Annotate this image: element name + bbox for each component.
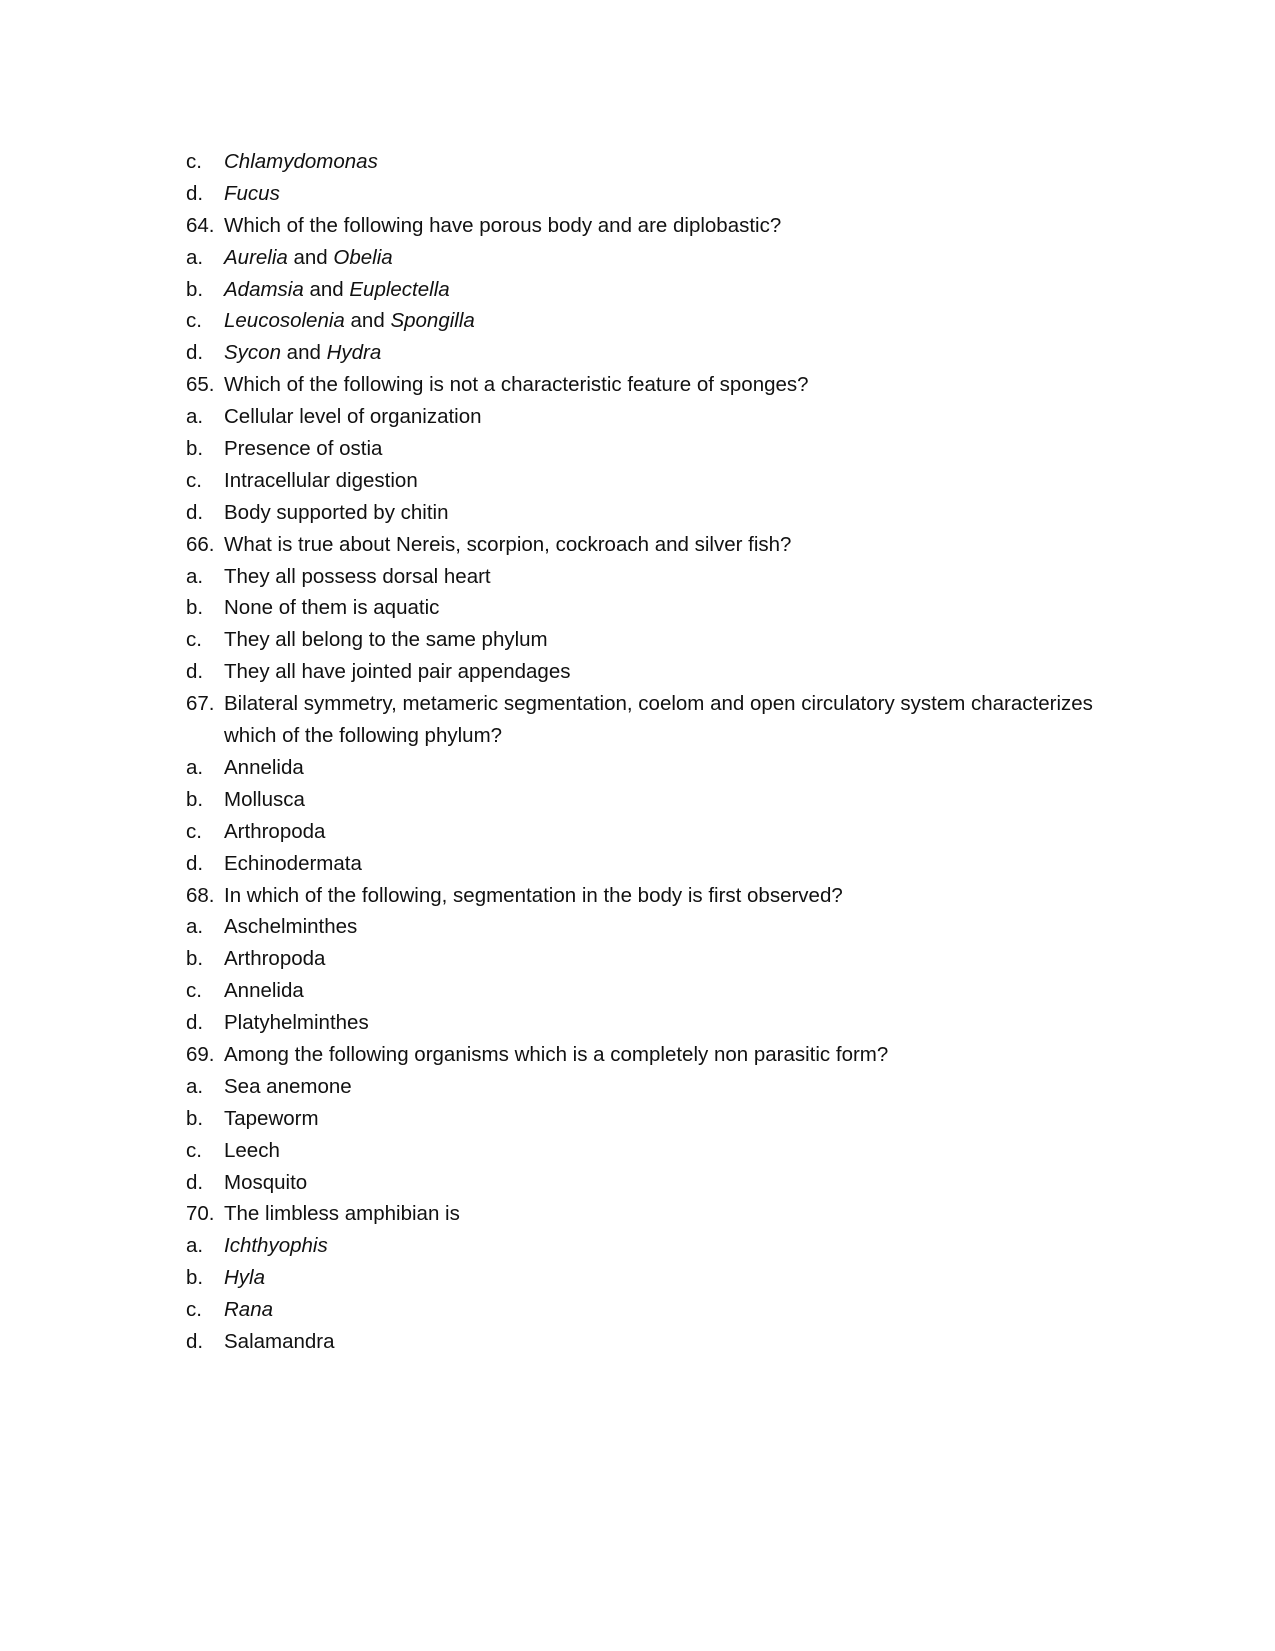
text-segment: Annelida bbox=[224, 755, 304, 779]
text-segment: The limbless amphibian is bbox=[224, 1202, 460, 1226]
question-text bbox=[224, 1039, 1124, 1071]
text-segment: Which of the following have porous body and are diplobastic? bbox=[224, 213, 782, 237]
option-text bbox=[224, 465, 1124, 497]
option-letter: a. bbox=[186, 245, 204, 269]
option-text bbox=[224, 497, 1124, 529]
question-text bbox=[224, 880, 1124, 912]
option-text bbox=[224, 911, 1124, 943]
option-line bbox=[0, 465, 1275, 497]
option-text bbox=[224, 848, 1124, 880]
option-line bbox=[0, 1294, 1275, 1326]
option-letter: c. bbox=[186, 628, 202, 652]
option-text bbox=[224, 1103, 1124, 1135]
option-text bbox=[224, 1262, 1124, 1294]
option-letter: d. bbox=[186, 851, 204, 875]
option-letter: c. bbox=[186, 309, 202, 333]
italic-text-segment: Obelia bbox=[333, 245, 393, 269]
question-number: 69. bbox=[186, 1042, 215, 1066]
text-segment: Tapeworm bbox=[224, 1106, 319, 1130]
option-letter: d. bbox=[186, 1011, 204, 1035]
option-letter: c. bbox=[186, 979, 202, 1003]
option-line bbox=[0, 274, 1275, 306]
italic-text-segment: Sycon bbox=[224, 341, 281, 365]
text-segment: Annelida bbox=[224, 979, 304, 1003]
text-segment: They all belong to the same phylum bbox=[224, 628, 548, 652]
italic-text-segment: Adamsia bbox=[224, 277, 304, 301]
text-segment: and bbox=[303, 277, 350, 301]
option-letter: d. bbox=[186, 660, 204, 684]
option-letter: a. bbox=[186, 405, 204, 429]
option-text bbox=[224, 1135, 1124, 1167]
option-text bbox=[224, 337, 1124, 369]
option-line bbox=[0, 433, 1275, 465]
option-line bbox=[0, 1167, 1275, 1199]
option-text bbox=[224, 624, 1124, 656]
option-letter: c. bbox=[186, 1138, 202, 1162]
text-segment: Echinodermata bbox=[224, 851, 362, 875]
question-text bbox=[224, 369, 1124, 401]
question-text bbox=[224, 529, 1124, 561]
italic-text-segment: Leucosolenia bbox=[224, 309, 345, 333]
option-letter: c. bbox=[186, 1298, 202, 1322]
text-segment: Intracellular digestion bbox=[224, 468, 418, 492]
option-line bbox=[0, 401, 1275, 433]
question-text bbox=[224, 210, 1124, 242]
text-segment: None of them is aquatic bbox=[224, 596, 440, 620]
option-letter: d. bbox=[186, 500, 204, 524]
text-segment: They all possess dorsal heart bbox=[224, 564, 491, 588]
option-letter: b. bbox=[186, 596, 204, 620]
option-line bbox=[0, 1262, 1275, 1294]
text-segment: Arthropoda bbox=[224, 819, 326, 843]
text-segment: Platyhelminthes bbox=[224, 1011, 369, 1035]
option-line bbox=[0, 1071, 1275, 1103]
option-letter: d. bbox=[186, 1329, 204, 1353]
option-line bbox=[0, 592, 1275, 624]
text-segment: Leech bbox=[224, 1138, 280, 1162]
option-letter: a. bbox=[186, 1234, 204, 1258]
question-document bbox=[0, 146, 1275, 1358]
question-line bbox=[0, 880, 1275, 912]
option-line bbox=[0, 242, 1275, 274]
question-text bbox=[224, 1198, 1124, 1230]
option-line bbox=[0, 848, 1275, 880]
option-letter: b. bbox=[186, 947, 204, 971]
option-line bbox=[0, 943, 1275, 975]
option-line bbox=[0, 305, 1275, 337]
option-line bbox=[0, 656, 1275, 688]
option-text bbox=[224, 752, 1124, 784]
option-line bbox=[0, 337, 1275, 369]
italic-text-segment: Euplectella bbox=[349, 277, 450, 301]
text-segment: Arthropoda bbox=[224, 947, 326, 971]
option-text bbox=[224, 592, 1124, 624]
question-line bbox=[0, 1039, 1275, 1071]
text-segment: and bbox=[344, 309, 391, 333]
text-segment: Bilateral symmetry, metameric segmentation, coelom and open circulatory system characterizes which of the following phylum? bbox=[224, 692, 1093, 748]
option-text bbox=[224, 401, 1124, 433]
italic-text-segment: Rana bbox=[224, 1298, 274, 1322]
text-segment: In which of the following, segmentation in the body is first observed? bbox=[224, 883, 843, 907]
option-text bbox=[224, 433, 1124, 465]
text-segment: What is true about Nereis, scorpion, cockroach and silver fish? bbox=[224, 532, 792, 556]
option-letter: a. bbox=[186, 915, 204, 939]
text-segment: and bbox=[280, 341, 327, 365]
text-segment: Cellular level of organization bbox=[224, 405, 482, 429]
option-letter: b. bbox=[186, 437, 204, 461]
text-segment: Sea anemone bbox=[224, 1074, 352, 1098]
italic-text-segment: Spongilla bbox=[390, 309, 475, 333]
italic-text-segment: Hyla bbox=[224, 1266, 266, 1290]
option-letter: d. bbox=[186, 1170, 204, 1194]
option-line bbox=[0, 624, 1275, 656]
option-text bbox=[224, 1167, 1124, 1199]
italic-text-segment: Aurelia bbox=[224, 245, 288, 269]
option-letter: b. bbox=[186, 277, 204, 301]
text-segment: and bbox=[287, 245, 334, 269]
option-text bbox=[224, 943, 1124, 975]
option-line bbox=[0, 911, 1275, 943]
question-number: 67. bbox=[186, 692, 215, 716]
option-letter: a. bbox=[186, 755, 204, 779]
option-letter: b. bbox=[186, 1266, 204, 1290]
option-text bbox=[224, 656, 1124, 688]
option-text bbox=[224, 561, 1124, 593]
option-line bbox=[0, 1135, 1275, 1167]
option-letter: c. bbox=[186, 468, 202, 492]
option-text bbox=[224, 1294, 1124, 1326]
option-line bbox=[0, 1326, 1275, 1358]
question-number: 70. bbox=[186, 1202, 215, 1226]
option-letter: a. bbox=[186, 564, 204, 588]
option-text bbox=[224, 305, 1124, 337]
option-text bbox=[224, 975, 1124, 1007]
option-line bbox=[0, 497, 1275, 529]
text-segment: Among the following organisms which is a completely non parasitic form? bbox=[224, 1042, 889, 1066]
option-text bbox=[224, 1007, 1124, 1039]
option-text bbox=[224, 242, 1124, 274]
text-segment: Presence of ostia bbox=[224, 437, 383, 461]
text-segment: Mosquito bbox=[224, 1170, 308, 1194]
option-line bbox=[0, 975, 1275, 1007]
option-text bbox=[224, 1326, 1124, 1358]
text-segment: They all have jointed pair appendages bbox=[224, 660, 571, 684]
option-letter: a. bbox=[186, 1074, 204, 1098]
option-letter: b. bbox=[186, 787, 204, 811]
option-line bbox=[0, 178, 1275, 210]
text-segment: Mollusca bbox=[224, 787, 305, 811]
option-line bbox=[0, 816, 1275, 848]
option-line bbox=[0, 1230, 1275, 1262]
question-number: 65. bbox=[186, 373, 215, 397]
question-text bbox=[224, 688, 1124, 752]
option-line bbox=[0, 784, 1275, 816]
option-text bbox=[224, 1230, 1124, 1262]
option-letter: d. bbox=[186, 341, 204, 365]
option-text bbox=[224, 178, 1124, 210]
option-line bbox=[0, 561, 1275, 593]
question-line bbox=[0, 210, 1275, 242]
question-line bbox=[0, 688, 1275, 752]
text-segment: Body supported by chitin bbox=[224, 500, 449, 524]
option-line bbox=[0, 146, 1275, 178]
text-segment: Salamandra bbox=[224, 1329, 335, 1353]
option-text bbox=[224, 816, 1124, 848]
question-number: 64. bbox=[186, 213, 215, 237]
question-line bbox=[0, 529, 1275, 561]
option-line bbox=[0, 752, 1275, 784]
option-line bbox=[0, 1007, 1275, 1039]
italic-text-segment: Hydra bbox=[326, 341, 382, 365]
italic-text-segment: Ichthyophis bbox=[224, 1234, 328, 1258]
text-segment: Which of the following is not a characteristic feature of sponges? bbox=[224, 373, 809, 397]
italic-text-segment: Fucus bbox=[224, 181, 280, 205]
option-line bbox=[0, 1103, 1275, 1135]
question-number: 68. bbox=[186, 883, 215, 907]
option-text bbox=[224, 784, 1124, 816]
option-letter: d. bbox=[186, 181, 204, 205]
option-letter: b. bbox=[186, 1106, 204, 1130]
option-text bbox=[224, 1071, 1124, 1103]
option-text bbox=[224, 274, 1124, 306]
question-line bbox=[0, 1198, 1275, 1230]
question-number: 66. bbox=[186, 532, 215, 556]
option-letter: c. bbox=[186, 150, 202, 173]
text-segment: Aschelminthes bbox=[224, 915, 358, 939]
question-line bbox=[0, 369, 1275, 401]
italic-text-segment: Chlamydomonas bbox=[224, 150, 378, 173]
option-letter: c. bbox=[186, 819, 202, 843]
option-text bbox=[224, 146, 1124, 178]
